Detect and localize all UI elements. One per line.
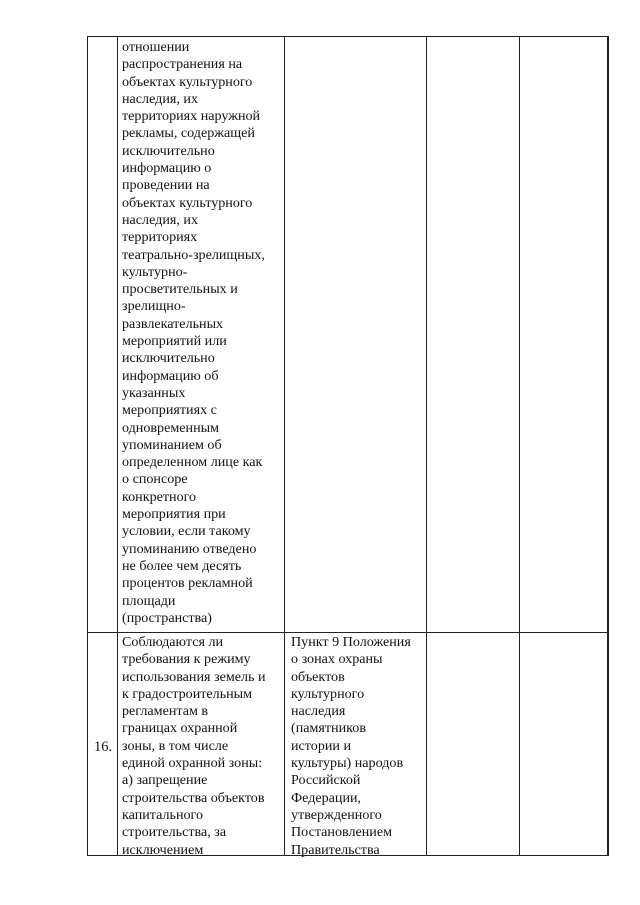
requirement-line: информацию об — [122, 367, 219, 384]
requirement-line: площади — [122, 592, 176, 609]
column-divider — [426, 37, 427, 855]
requirement-line: распространения на — [122, 56, 243, 73]
legal-basis-line: Российской — [291, 772, 361, 789]
requirement-line: капитального — [122, 806, 204, 823]
requirement-line: процентов рекламной — [122, 575, 253, 592]
requirement-line: наследия, их — [122, 211, 198, 228]
requirement-line: (пространства) — [122, 609, 212, 626]
requirement-line: требования к режиму — [122, 651, 251, 668]
column-divider — [117, 37, 118, 855]
requirement-line: упоминанию отведено — [122, 540, 257, 557]
row-divider — [88, 632, 608, 633]
requirement-line: использования земель и — [122, 668, 266, 685]
legal-basis-line: (памятников — [291, 720, 366, 737]
requirement-line: рекламы, содержащей — [122, 125, 255, 142]
requirement-line: определенном лице как — [122, 454, 263, 471]
requirement-line: театрально-зрелищных, — [122, 246, 265, 263]
requirement-line: о спонсоре — [122, 471, 188, 488]
legal-basis-line: культуры) народов — [291, 755, 404, 772]
requirement-line: единой охранной зоны: — [122, 755, 263, 772]
requirement-line: условии, если такому — [122, 523, 251, 540]
requirement-line: указанных — [122, 384, 186, 401]
requirement-line: информацию о — [122, 160, 212, 177]
requirement-line: регламентам в — [122, 703, 209, 720]
legal-basis-line: Правительства — [291, 841, 380, 858]
inspection-table — [87, 36, 609, 856]
requirement-line: строительства объектов — [122, 789, 265, 806]
requirement-line: а) запрещение — [122, 772, 208, 789]
legal-basis-line: о зонах охраны — [291, 651, 383, 668]
requirement-line: исключительно — [122, 142, 215, 159]
requirement-line: мероприятия при — [122, 506, 226, 523]
requirement-line: строительства, за — [122, 824, 227, 841]
requirement-line: границах охранной — [122, 720, 238, 737]
legal-basis-line: утвержденного — [291, 806, 382, 823]
requirement-line: одновременным — [122, 419, 220, 436]
requirement-line: наследия, их — [122, 90, 198, 107]
requirement-line: культурно- — [122, 263, 188, 280]
requirement-line: объектах культурного — [122, 73, 253, 90]
legal-basis-line: объектов — [291, 668, 345, 685]
legal-basis-text — [291, 634, 425, 859]
requirement-line: мероприятиях с — [122, 402, 217, 419]
requirement-line: отношении — [122, 39, 190, 55]
requirement-line: Соблюдаются ли — [122, 634, 224, 650]
requirement-line: зоны, в том числе — [122, 737, 229, 754]
column-divider — [284, 37, 285, 855]
requirement-line: территориях наружной — [122, 108, 261, 125]
legal-basis-line: Федерации, — [291, 789, 362, 806]
row-number: 16. — [94, 739, 113, 755]
requirement-line: не более чем десять — [122, 557, 242, 574]
requirement-text — [122, 634, 282, 859]
requirement-line: исключением — [122, 841, 204, 858]
column-divider — [607, 37, 608, 855]
requirement-text-continued — [122, 39, 282, 627]
legal-basis-line: культурного — [291, 685, 365, 702]
requirement-line: конкретного — [122, 488, 197, 505]
legal-basis-line: истории и — [291, 737, 352, 754]
requirement-line: зрелищно- — [122, 298, 186, 315]
requirement-line: к градостроительным — [122, 685, 253, 702]
requirement-line: проведении на — [122, 177, 210, 194]
requirement-line: исключительно — [122, 350, 215, 367]
legal-basis-line: Постановлением — [291, 824, 393, 841]
requirement-line: территориях — [122, 229, 198, 246]
requirement-line: развлекательных — [122, 315, 224, 332]
column-divider — [519, 37, 520, 855]
requirement-line: объектах культурного — [122, 194, 253, 211]
legal-basis-line: Пункт 9 Положения — [291, 634, 411, 650]
requirement-line: упоминанием об — [122, 436, 222, 453]
requirement-line: мероприятий или — [122, 333, 227, 350]
legal-basis-line: наследия — [291, 703, 346, 720]
requirement-line: просветительных и — [122, 281, 238, 298]
